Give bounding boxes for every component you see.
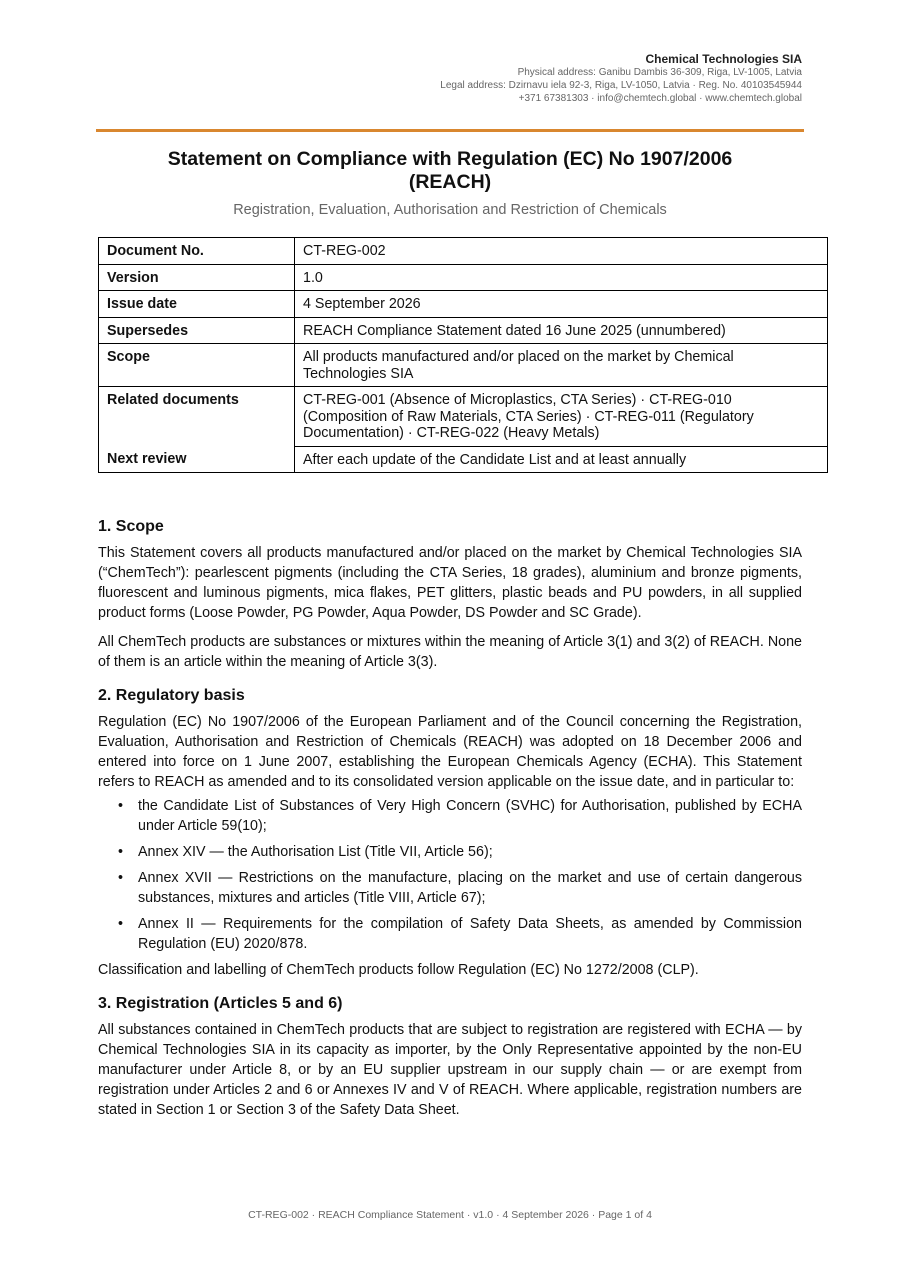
meta-value: 4 September 2026 [295,291,828,318]
list-item [118,796,802,836]
document-metadata-table [98,237,828,473]
paragraph: Classification and labelling of ChemTech products follow Regulation (EC) No 1272/2008 (CLP). [98,962,699,978]
contact-line: +371 67381303 · info@chemtech.global · www.chemtech.global [518,93,802,104]
section-heading: 1. Scope [98,518,164,535]
meta-row [99,264,828,291]
meta-value: REACH Compliance Statement dated 16 June 2025 (unnumbered) [295,317,828,344]
meta-key: Related documents [99,387,295,447]
paragraph: All substances contained in ChemTech products that are subject to registration are registered with ECHA — by Chemical Technologies SIA in its capacity as importer, by the Only Representative appointed by the non-EU manufacturer under Article 8, or by an EU supplier upstream in our supply chain — or are exempt from registration under Articles 2 and 6 or Annexes IV and V of REACH. Where applicable, registration numbers are stated in Section 1 or Section 3 of the Safety Data Sheet. [98,1022,802,1118]
meta-value: After each update of the Candidate List and at least annually [295,446,828,473]
bullet-icon: • [118,844,124,860]
meta-value: CT-REG-002 [295,238,828,265]
meta-key: Next review [99,446,295,473]
meta-row [99,238,828,265]
document-title [98,148,802,194]
meta-value: 1.0 [295,264,828,291]
paragraph: This Statement covers all products manufactured and/or placed on the market by Chemical Technologies SIA (“ChemTech”): pearlescent pigments (including the CTA Series, 18 grades), aluminium and bronze pigments, fluorescent and luminous pigments, mica flakes, PET glitters, plastic beads and PU powders, in all supplied product forms (Loose Powder, PG Powder, Aqua Powder, DS Powder and SC Grade). [98,545,802,621]
company-name: Chemical Technologies SIA [645,52,802,66]
regulation-list [98,796,802,954]
legal-address: Legal address: Dzirnavu iela 92-3, Riga, LV-1050, Latvia · Reg. No. 40103545944 [440,80,802,91]
header-divider [96,129,804,132]
title-line-2: (REACH) [408,171,492,193]
list-item-text: Annex XVII — Restrictions on the manufacture, placing on the market and use of certain dangerous substances, mixtures and articles (Title VIII, Article 67); [138,870,802,906]
document-subtitle: Registration, Evaluation, Authorisation and Restriction of Chemicals [233,202,667,218]
paragraph: Regulation (EC) No 1907/2006 of the European Parliament and of the Council concerning the Registration, Evaluation, Authorisation and Restriction of Chemicals (REACH) was adopted on 18 December 2006 and entered into force on 1 June 2007, establishing the European Chemicals Agency (ECHA). This Statement refers to REACH as amended and to its consolidated version applicable on the issue date, and in particular to: [98,714,802,790]
meta-row [99,291,828,318]
meta-key: Issue date [99,291,295,318]
meta-row [99,446,828,473]
meta-row [99,344,828,387]
section-registration [98,994,802,1120]
list-item-text: Annex XIV — the Authorisation List (Title VII, Article 56); [138,844,493,860]
physical-address: Physical address: Ganibu Dambis 36-309, Riga, LV-1005, Latvia [517,67,802,78]
page-footer: CT-REG-002 · REACH Compliance Statement · v1.0 · 4 September 2026 · Page 1 of 4 [248,1209,652,1221]
list-item [118,914,802,954]
meta-value: CT-REG-001 (Absence of Microplastics, CTA Series) · CT-REG-010 (Composition of Raw Materials, CTA Series) · CT-REG-011 (Regulatory Documentation) · CT-REG-022 (Heavy Metals) [295,387,828,447]
meta-key: Version [99,264,295,291]
section-regulatory-basis [98,686,802,980]
company-header [440,53,802,105]
list-item-text: Annex II — Requirements for the compilation of Safety Data Sheets, as amended by Commission Regulation (EU) 2020/878. [138,916,802,952]
section-heading: 2. Regulatory basis [98,687,245,704]
meta-key: Supersedes [99,317,295,344]
meta-key: Document No. [99,238,295,265]
bullet-icon: • [118,916,124,932]
list-item-text: the Candidate List of Substances of Very High Concern (SVHC) for Authorisation, published by ECHA under Article 59(10); [138,798,802,834]
meta-key: Scope [99,344,295,387]
bullet-icon: • [118,870,124,886]
list-item [118,868,802,908]
section-heading: 3. Registration (Articles 5 and 6) [98,995,343,1012]
title-line-1: Statement on Compliance with Regulation (EC) No 1907/2006 [167,148,733,170]
paragraph: All ChemTech products are substances or mixtures within the meaning of Article 3(1) and 3(2) of REACH. None of them is an article within the meaning of Article 3(3). [98,634,802,670]
meta-value: All products manufactured and/or placed on the market by Chemical Technologies SIA [295,344,828,387]
bullet-icon: • [118,798,124,814]
list-item [118,842,802,862]
meta-row [99,387,828,447]
document-body [98,517,802,1134]
meta-row [99,317,828,344]
section-scope [98,517,802,672]
